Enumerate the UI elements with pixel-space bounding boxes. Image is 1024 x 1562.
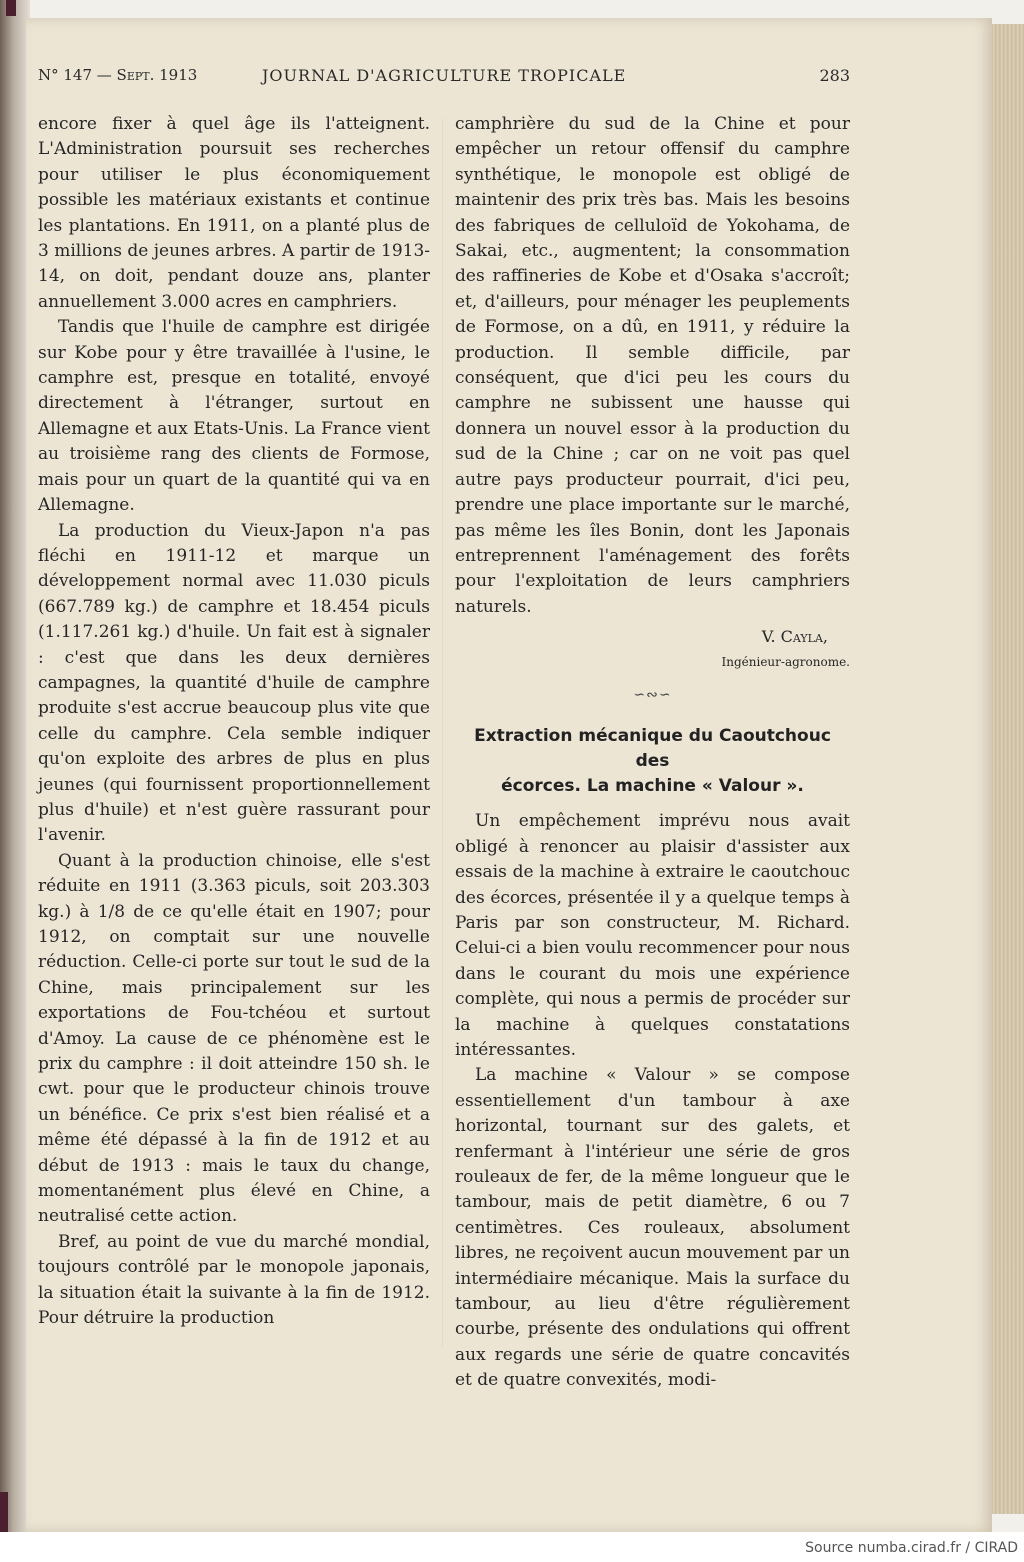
paragraph: camphrière du sud de la Chine et pour empêcher un retour offensif du camphre synthétique, le monopole est obligé de maintenir des prix très bas. Mais les besoins des fabriques de celluloïd de Yokohama, de Sakai, etc., augmentent; la consommation des raffineries de Kobe et d'Osaka s'accroît; et, d'ailleurs, pour ménager les peuplements de Formose, on a dû, en 1911, y réduire la production. Il semble difficile, par conséquent, que d'ici peu les cours du camphre ne subissent une hausse qui donnera un nouvel essor à la production du sud de la Chine ; car on ne voit pas quel autre pays producteur pourrait, d'ici peu, prendre une place importante sur le marché, pas même les îles Bonin, dont les Japonais entreprennent l'aménagement des forêts pour l'exploitation de leurs camphriers naturels. [455,114,850,617]
running-header [38,66,850,88]
section-ornament: ∽∾∽ [633,686,672,703]
right-column [455,112,850,1394]
binding-marker-bottom [0,1492,8,1532]
issue-label: N° 147 — Sept. 1913 [38,66,198,84]
source-credit: Source numba.cirad.fr / CIRAD [805,1540,1018,1556]
article-title [455,724,850,799]
paragraph: Un empêchement imprévu nous avait obligé à renoncer au plaisir d'assister aux essais de la machine à extraire le caoutchouc des écorces, présentée il y a quelque temps à Paris par son constructeur, M. Richard. Celui-ci a bien voulu recommencer pour nous dans le courant du mois une expérience complète, qui nous a permis de procéder sur la machine à quelques constatations intéressantes. [455,811,850,1060]
paragraph: Tandis que l'huile de camphre est dirigée sur Kobe pour y être travaillée à l'usine, le camphre est, presque en totalité, envoyé directement à l'étranger, surtout en Allemagne et aux Etats-Unis. La France vient au troisième rang des clients de Formose, mais pour un quart de la quantité qui va en Allemagne. [38,317,430,516]
column-gutter [442,118,443,1348]
page-number: 283 [819,66,850,85]
article-title-line: écorces. La machine « Valour ». [501,776,804,797]
paragraph: Quant à la production chinoise, elle s'est réduite en 1911 (3.363 piculs, soit 203.303 kg.) à 1/8 de ce qu'elle était en 1907; pour 1912, on comptait sur une nouvelle réduction. Celle-ci porte sur tout le sud de la Chine, mais principalement sur les exportations de Fou-tchéou et surtout d'Amoy. La cause de ce phénomène est le prix du camphre : il doit atteindre 150 sh. le cwt. pour que le producteur chinois trouve un bénéfice. Ce prix s'est bien réalisé et a même été dépassé à la fin de 1912 et au début de 1913 : mais le taux du change, momentanément plus élevé en Chine, a neutralisé cette action. [38,850,430,1227]
left-column [38,112,430,1332]
paragraph: La machine « Valour » se compose essentiellement d'un tambour à axe horizontal, tournant sur des galets, et renfermant à l'intérieur une série de gros rouleaux de fer, de la même longueur que le tambour, mais de petit diamètre, 6 ou 7 centimètres. Ces rouleaux, absolument libres, ne reçoivent aucun mouvement par un intermédiaire mécanique. Mais la surface du tambour, au lieu d'être régulièrement courbe, présente des ondulations qui offrent aux regards une série de quatre concavités et de quatre convexités, modi- [455,1065,850,1391]
paragraph: encore fixer à quel âge ils l'atteignent. L'Administration poursuit ses recherches pour utiliser le plus économiquement possible les matériaux existants et continue les plantations. En 1911, on a planté plus de 3 millions de jeunes arbres. A partir de 1913-14, on doit, pendant douze ans, planter annuellement 3.000 acres en camphriers. [38,114,431,312]
author-title: Ingénieur-agronome. [721,654,850,669]
article-title-line: Extraction mécanique du Caoutchouc des [474,726,831,772]
paragraph: Bref, au point de vue du marché mondial, toujours contrôlé par le monopole japonais, la situation était la suivante à la fin de 1912. Pour détruire la production [38,1231,430,1329]
author-signature: V. Cayla, [761,627,828,647]
journal-title: JOURNAL D'AGRICULTURE TROPICALE [262,66,627,85]
binding-marker [6,0,16,16]
paragraph: La production du Vieux-Japon n'a pas fléchi en 1911-12 et marque un développement normal avec 11.030 piculs (667.789 kg.) de camphre et 18.454 piculs (1.117.261 kg.) d'huile. Un fait est à signaler : c'est que dans les deux dernières campagnes, la quantité d'huile de camphre produite s'est accrue beaucoup plus vite que celle du camphre. Cela semble indiquer qu'on exploite des arbres de plus en plus jeunes (qui fournissent proportionnellement plus d'huile) et n'est guère rassurant pour l'avenir. [38,520,430,846]
page-edges [990,24,1024,1514]
